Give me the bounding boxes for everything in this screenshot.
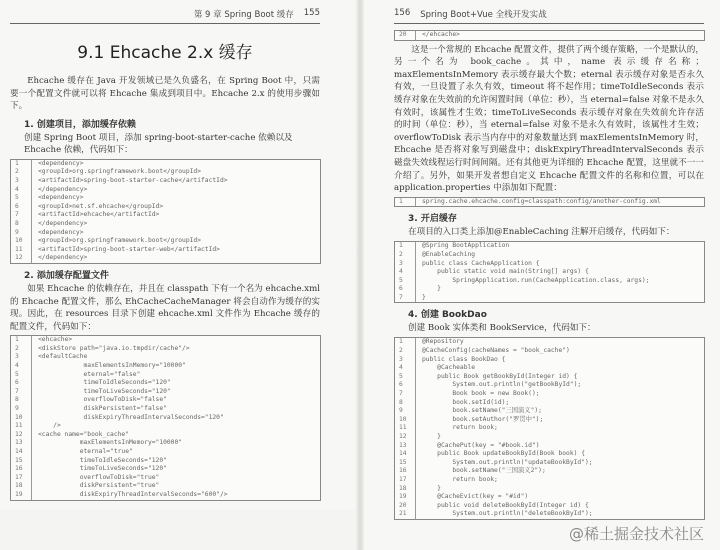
code-text: } <box>422 433 441 440</box>
code-line <box>11 203 320 212</box>
step4-text: 创建 Book 实体类和 BookService，代码如下： <box>408 323 596 334</box>
code-text: public class CacheApplication { <box>422 259 540 267</box>
code-text: <groupId>org.springframework.boot</groupId> <box>38 237 202 245</box>
page-number: 155 <box>303 8 320 18</box>
code-line <box>11 194 320 203</box>
line-number: 9 <box>395 407 416 416</box>
code-line <box>395 251 704 260</box>
code-line <box>11 414 320 423</box>
code-text: timeToLiveSeconds="120" <box>38 465 167 473</box>
code-text: diskExpiryThreadIntervalSeconds="600"/> <box>38 490 228 498</box>
code-text: System.out.println("getBookById"); <box>422 381 582 389</box>
code-line <box>11 160 320 169</box>
code-line <box>395 450 704 459</box>
code-line <box>11 491 320 500</box>
watermark: @稀土掘金技术社区 <box>568 524 704 543</box>
code-text: /> <box>38 422 61 430</box>
line-number: 6 <box>11 379 32 388</box>
line-number: 6 <box>395 285 416 294</box>
code-text: overflowToDisk="false" <box>38 396 167 404</box>
line-number: 7 <box>11 211 32 220</box>
code-line <box>11 439 320 448</box>
code-text: </ehcache> <box>422 31 460 38</box>
code-text: public Book updateBookById(Book book) { <box>422 450 586 458</box>
code-block-ehcache-xml <box>10 335 321 500</box>
line-number: 1 <box>11 336 32 345</box>
code-text: timeToIdleSeconds="120" <box>38 456 167 464</box>
code-text: @CacheEvict(key = "#id") <box>422 493 529 501</box>
step3-heading: 3. 开启缓存 <box>408 214 457 225</box>
line-number: 3 <box>395 260 416 269</box>
code-line <box>395 198 704 207</box>
line-number: 18 <box>11 482 32 491</box>
code-text: } <box>422 285 441 293</box>
code-text: @Repository <box>422 338 464 346</box>
code-text: <dependency> <box>38 159 84 167</box>
code-line <box>11 482 320 491</box>
code-line <box>11 422 320 431</box>
code-line <box>11 474 320 483</box>
code-block-dependencies <box>10 159 321 264</box>
code-text: public void deleteBookById(Integer id) { <box>422 501 589 509</box>
book-title-header: Spring Boot+Vue 全栈开发实战 <box>420 10 547 20</box>
code-text: </dependency> <box>38 185 88 193</box>
line-number: 12 <box>395 433 416 442</box>
code-text: Book book = new Book(); <box>422 390 540 398</box>
code-line <box>395 356 704 365</box>
code-line <box>11 177 320 186</box>
code-text: return book; <box>422 475 498 483</box>
code-line <box>395 493 704 502</box>
step1-heading: 1. 创建项目，添加缓存依赖 <box>24 119 136 130</box>
code-text: <artifactId>spring-boot-starter-web</artifactId> <box>38 245 220 253</box>
line-number: 17 <box>11 474 32 483</box>
code-text: <groupId>org.springframework.boot</groupId> <box>38 168 202 176</box>
line-number: 14 <box>11 448 32 457</box>
line-number: 1 <box>395 242 416 251</box>
step4-heading: 4. 创建 BookDao <box>408 310 487 321</box>
book-gutter <box>356 0 364 550</box>
code-line <box>395 433 704 442</box>
code-text: <cache name="book_cache" <box>38 430 129 438</box>
line-number: 7 <box>395 390 416 399</box>
code-text: <groupId>net.sf.ehcache</groupId> <box>38 202 164 210</box>
left-page <box>0 0 356 510</box>
line-number: 5 <box>395 373 416 382</box>
code-line <box>11 229 320 238</box>
code-line <box>11 457 320 466</box>
code-text: <artifactId>ehcache</artifactId> <box>38 211 160 219</box>
code-text: </dependency> <box>38 219 88 227</box>
line-number: 4 <box>11 362 32 371</box>
code-text: <dependency> <box>38 194 84 202</box>
line-number: 19 <box>11 491 32 500</box>
code-line <box>395 242 704 251</box>
code-line <box>395 485 704 494</box>
line-number: 11 <box>395 424 416 433</box>
code-line <box>11 448 320 457</box>
code-line <box>11 186 320 195</box>
line-number: 15 <box>11 457 32 466</box>
line-number: 12 <box>11 254 32 263</box>
code-line <box>11 211 320 220</box>
line-number: 11 <box>11 422 32 431</box>
code-text: </dependency> <box>38 254 88 262</box>
line-number: 17 <box>395 476 416 485</box>
code-text: @EnableCaching <box>422 250 476 258</box>
code-block-bookdao <box>394 337 705 519</box>
code-text: public class BookDao { <box>422 355 506 363</box>
code-line <box>395 347 704 356</box>
explanation-paragraph: 这是一个常规的 Ehcache 配置文件，提供了两个缓存策略，一个是默认的，另一个名为 book_cache。其中，name 表示缓存名称；maxElementsInMemory 表示缓存最大个数；eternal 表示缓存对象是否永久有效，一旦设置了永久有效，timeout 将不起作用；timeToIdleSeconds 表示缓存对象在失效前的允许闲置时间（单位：秒），当 eternal=false 对象不是永久有效时，该属性才生效；timeToLiveSeconds 表示缓存对象在失效前允许存活的时间（单位：秒），当 eternal=false 对象不是永久有效时，该属性才生效；overflowToDisk 表示当内存中的对象数量达到 maxElementsInMemory 时，Ehcache 是否将对象写到磁盘中；diskExpiryThreadIntervalSeconds 表示磁盘失效线程运行时间间隔。还有其他更为详细的 Ehcache 配置，这里就不一一介绍了。另外，如果开发者想自定义 Ehcache 配置文件的名称和位置，可以在 application.properties 中添加如下配置： <box>394 44 704 194</box>
code-line <box>11 353 320 362</box>
page-header <box>394 8 704 20</box>
line-number: 16 <box>11 465 32 474</box>
code-text: book.setAuthor("罗贯中"); <box>422 415 544 423</box>
code-line <box>395 442 704 451</box>
line-number: 16 <box>395 467 416 476</box>
code-line <box>395 502 704 511</box>
code-text: maxElementsInMemory="10000" <box>38 439 183 447</box>
code-text: <dependency> <box>38 228 84 236</box>
line-number: 6 <box>11 203 32 212</box>
code-line <box>395 476 704 485</box>
code-text: <defaultCache <box>38 353 88 361</box>
page-number: 156 <box>394 8 411 18</box>
code-line <box>395 268 704 277</box>
right-page <box>364 0 720 550</box>
line-number: 1 <box>395 198 416 207</box>
intro-paragraph: Ehcache 缓存在 Java 开发领域已是久负盛名，在 Spring Boot 中，只需要一个配置文件就可以将 Ehcache 集成到项目中。Ehcache 2.x 的使用步骤如下。 <box>10 76 320 112</box>
code-text: public static void main(String[] args) { <box>422 268 589 276</box>
code-text: diskPersistent="true" <box>38 482 160 490</box>
code-text: @Cacheable <box>422 364 476 372</box>
code-text: book.setName("三国演义"); <box>422 407 542 415</box>
line-number: 8 <box>395 399 416 408</box>
code-text: timeToLiveSeconds="120" <box>38 387 171 395</box>
code-text: <diskStore path="java.io.tmpdir/cache"/> <box>38 344 190 352</box>
code-text: diskPersistent="false" <box>38 405 167 413</box>
code-text: eternal="true" <box>38 448 133 455</box>
code-line <box>11 336 320 345</box>
line-number: 7 <box>11 388 32 397</box>
step2-heading: 2. 添加缓存配置文件 <box>24 270 109 281</box>
code-line <box>11 254 320 263</box>
line-number: 15 <box>395 459 416 468</box>
code-text: return book; <box>422 424 498 432</box>
code-line <box>395 407 704 416</box>
code-text: public Book getBookById(Integer id) { <box>422 372 578 380</box>
code-text: SpringApplication.run(CacheApplication.class, args); <box>422 276 650 284</box>
line-number: 9 <box>11 405 32 414</box>
header-rule <box>10 23 320 24</box>
code-block-application <box>394 241 705 303</box>
code-line <box>11 345 320 354</box>
code-line <box>395 399 704 408</box>
line-number: 5 <box>395 277 416 286</box>
step3-text: 在项目的入口类上添加@EnableCaching 注解开启缓存，代码如下： <box>408 227 675 238</box>
step2-paragraph: 如果 Ehcache 的依赖存在，并且在 classpath 下有一个名为 ehcache.xml 的 Ehcache 配置文件，那么 EhCacheCacheManager 将会自动作为缓存的实现。因此，在 resources 目录下创建 ehcache.xml 文件作为 Ehcache 缓存的配置文件，代码如下： <box>10 283 320 332</box>
code-text: overflowToDisk="true" <box>38 473 160 481</box>
code-text: diskExpiryThreadIntervalSeconds="120" <box>38 413 224 421</box>
code-line <box>395 510 704 519</box>
line-number: 3 <box>395 356 416 365</box>
code-line <box>11 405 320 414</box>
code-line <box>395 277 704 286</box>
line-number: 2 <box>395 347 416 356</box>
code-text: <ehcache> <box>38 336 73 344</box>
code-line <box>11 246 320 255</box>
line-number: 10 <box>395 416 416 425</box>
line-number: 10 <box>11 237 32 246</box>
line-number: 2 <box>11 168 32 177</box>
code-line <box>395 338 704 347</box>
code-text: @Spring BootApplication <box>422 242 510 250</box>
code-line <box>395 424 704 433</box>
code-line <box>395 260 704 269</box>
line-number: 13 <box>395 442 416 451</box>
code-text: timeToIdleSeconds="120" <box>38 379 171 387</box>
line-number: 4 <box>395 268 416 277</box>
line-number: 10 <box>11 414 32 423</box>
code-line <box>395 294 704 303</box>
line-number: 6 <box>395 381 416 390</box>
code-line <box>11 237 320 246</box>
code-text: System.out.println("deleteBookById"); <box>422 510 593 518</box>
code-line <box>11 379 320 388</box>
code-line <box>395 373 704 382</box>
code-text: maxElementsInMemory="10000" <box>38 362 186 370</box>
code-line <box>11 431 320 440</box>
code-text: spring.cache.ehcache.config=classpath:config/another-config.xml <box>422 197 661 205</box>
code-text: book.setId(id); <box>422 398 510 406</box>
code-line <box>11 220 320 229</box>
code-line <box>11 465 320 474</box>
code-text: } <box>422 484 441 492</box>
code-line <box>395 467 704 476</box>
code-text: System.out.println("updateBookById"); <box>422 458 593 466</box>
line-number: 9 <box>11 229 32 238</box>
line-number: 13 <box>11 439 32 448</box>
section-title: 9.1 Ehcache 2.x 缓存 <box>77 43 253 63</box>
code-text: <artifactId>spring-boot-starter-cache</artifactId> <box>38 176 228 184</box>
code-block-properties <box>394 197 705 208</box>
line-number: 11 <box>11 246 32 255</box>
code-line <box>395 381 704 390</box>
line-number: 21 <box>395 510 416 519</box>
header-rule <box>394 23 704 24</box>
code-line <box>11 168 320 177</box>
line-number: 4 <box>11 186 32 195</box>
code-line <box>11 388 320 397</box>
code-text: eternal="false" <box>38 370 141 378</box>
line-number: 3 <box>11 177 32 186</box>
code-line <box>395 364 704 373</box>
line-number: 7 <box>395 294 416 303</box>
line-number: 1 <box>395 338 416 347</box>
line-number: 8 <box>11 220 32 229</box>
line-number: 1 <box>11 160 32 169</box>
code-text: @CachePut(key = "#book.id") <box>422 441 540 449</box>
line-number: 2 <box>395 251 416 260</box>
code-line <box>395 31 704 40</box>
code-text: } <box>422 293 426 301</box>
code-line <box>11 396 320 405</box>
line-number: 5 <box>11 371 32 380</box>
code-line <box>11 371 320 380</box>
line-number: 8 <box>11 396 32 405</box>
line-number: 18 <box>395 485 416 494</box>
line-number: 19 <box>395 493 416 502</box>
step1-text: 创建 Spring Boot 项目，添加 spring-boot-starter-cache 依赖以及 Ehcache 依赖，代码如下： <box>24 132 293 155</box>
code-line <box>11 362 320 371</box>
line-number: 5 <box>11 194 32 203</box>
line-number: 3 <box>11 353 32 362</box>
line-number: 20 <box>395 502 416 511</box>
code-line <box>395 390 704 399</box>
code-line <box>395 285 704 294</box>
line-number: 4 <box>395 364 416 373</box>
code-block-continuation <box>394 30 705 41</box>
page-header <box>10 8 320 20</box>
chapter-header: 第 9 章 Spring Boot 缓存 <box>193 10 294 20</box>
line-number: 14 <box>395 450 416 459</box>
code-text: @CacheConfig(cacheNames = "book_cache") <box>422 347 570 355</box>
line-number: 12 <box>11 431 32 440</box>
line-number: 2 <box>11 345 32 354</box>
line-number: 20 <box>395 31 416 40</box>
code-line <box>395 416 704 425</box>
code-text: book.setName("三国演义2"); <box>422 467 546 475</box>
